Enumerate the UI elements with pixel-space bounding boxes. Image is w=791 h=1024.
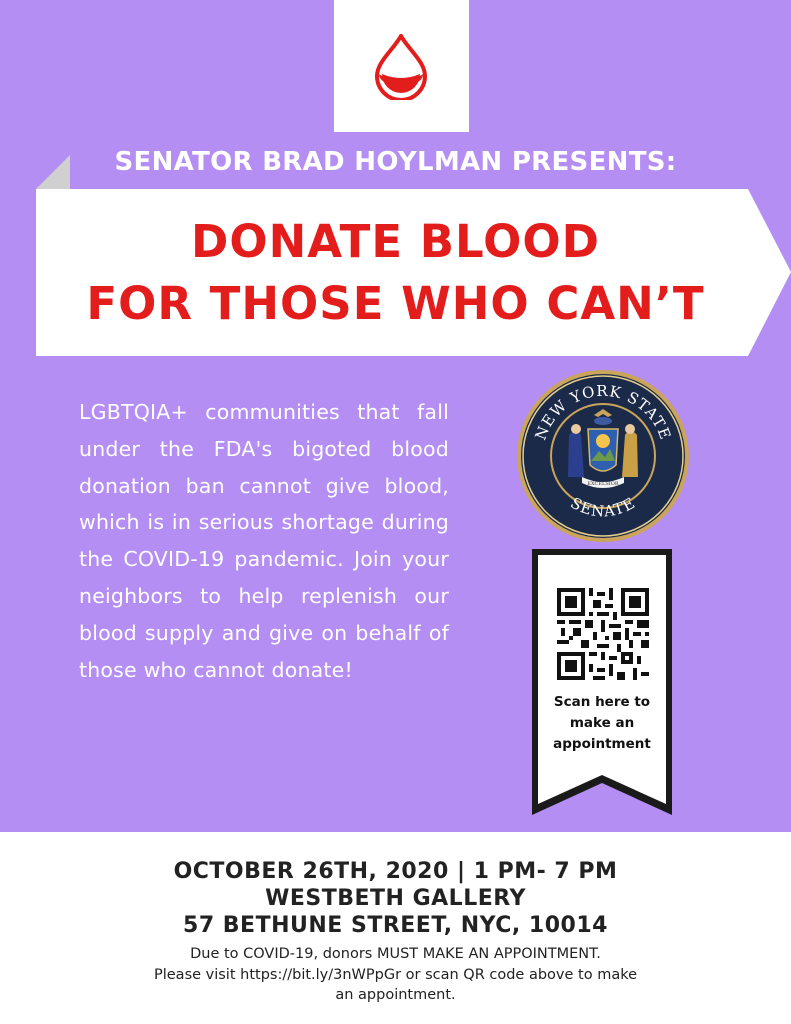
notice-line-3: an appointment. (335, 987, 456, 1003)
event-venue: WESTBETH GALLERY (265, 886, 526, 911)
headline-line-2: FOR THOSE WHO CAN’T (86, 277, 705, 330)
appointment-notice (110, 944, 681, 1006)
qr-caption-line-1: Scan here to (553, 694, 651, 710)
svg-text:NEW YORK STATE: NEW YORK STATE (531, 381, 675, 443)
headline (0, 211, 791, 335)
logo-box (334, 0, 469, 132)
notice-line-2[interactable]: Please visit https://bit.ly/3nWPpGr or scan QR code above to make (153, 966, 638, 983)
banner-fold (36, 155, 70, 189)
notice-line-1: Due to COVID-19, donors MUST MAKE AN APPOINTMENT. (190, 946, 601, 962)
qr-caption-line-3: appointment (553, 736, 651, 752)
event-details (0, 858, 791, 939)
event-date-time: OCTOBER 26TH, 2020 | 1 PM- 7 PM (173, 859, 618, 884)
blood-drop-icon (373, 34, 429, 100)
qr-code-icon[interactable] (557, 588, 649, 680)
body-paragraph: LGBTQIA+ communities that fall under the FDA's bigoted blood donation ban cannot give blood, which is in serious shortage during the COVID-19 pandemic. Join your neighbors to help replenish our blood supply and give on behalf of those who cannot donate! (79, 400, 449, 682)
svg-text:SENATE: SENATE (567, 493, 639, 521)
presenter-line: SENATOR BRAD HOYLMAN PRESENTS: (114, 147, 677, 177)
qr-caption (538, 692, 666, 755)
event-address: 57 BETHUNE STREET, NYC, 10014 (183, 913, 608, 938)
qr-caption-line-2: make an (569, 715, 635, 731)
svg-text:EXCELSIOR: EXCELSIOR (587, 481, 619, 487)
ny-state-senate-seal-icon (516, 369, 690, 543)
headline-line-1: DONATE BLOOD (191, 215, 600, 268)
